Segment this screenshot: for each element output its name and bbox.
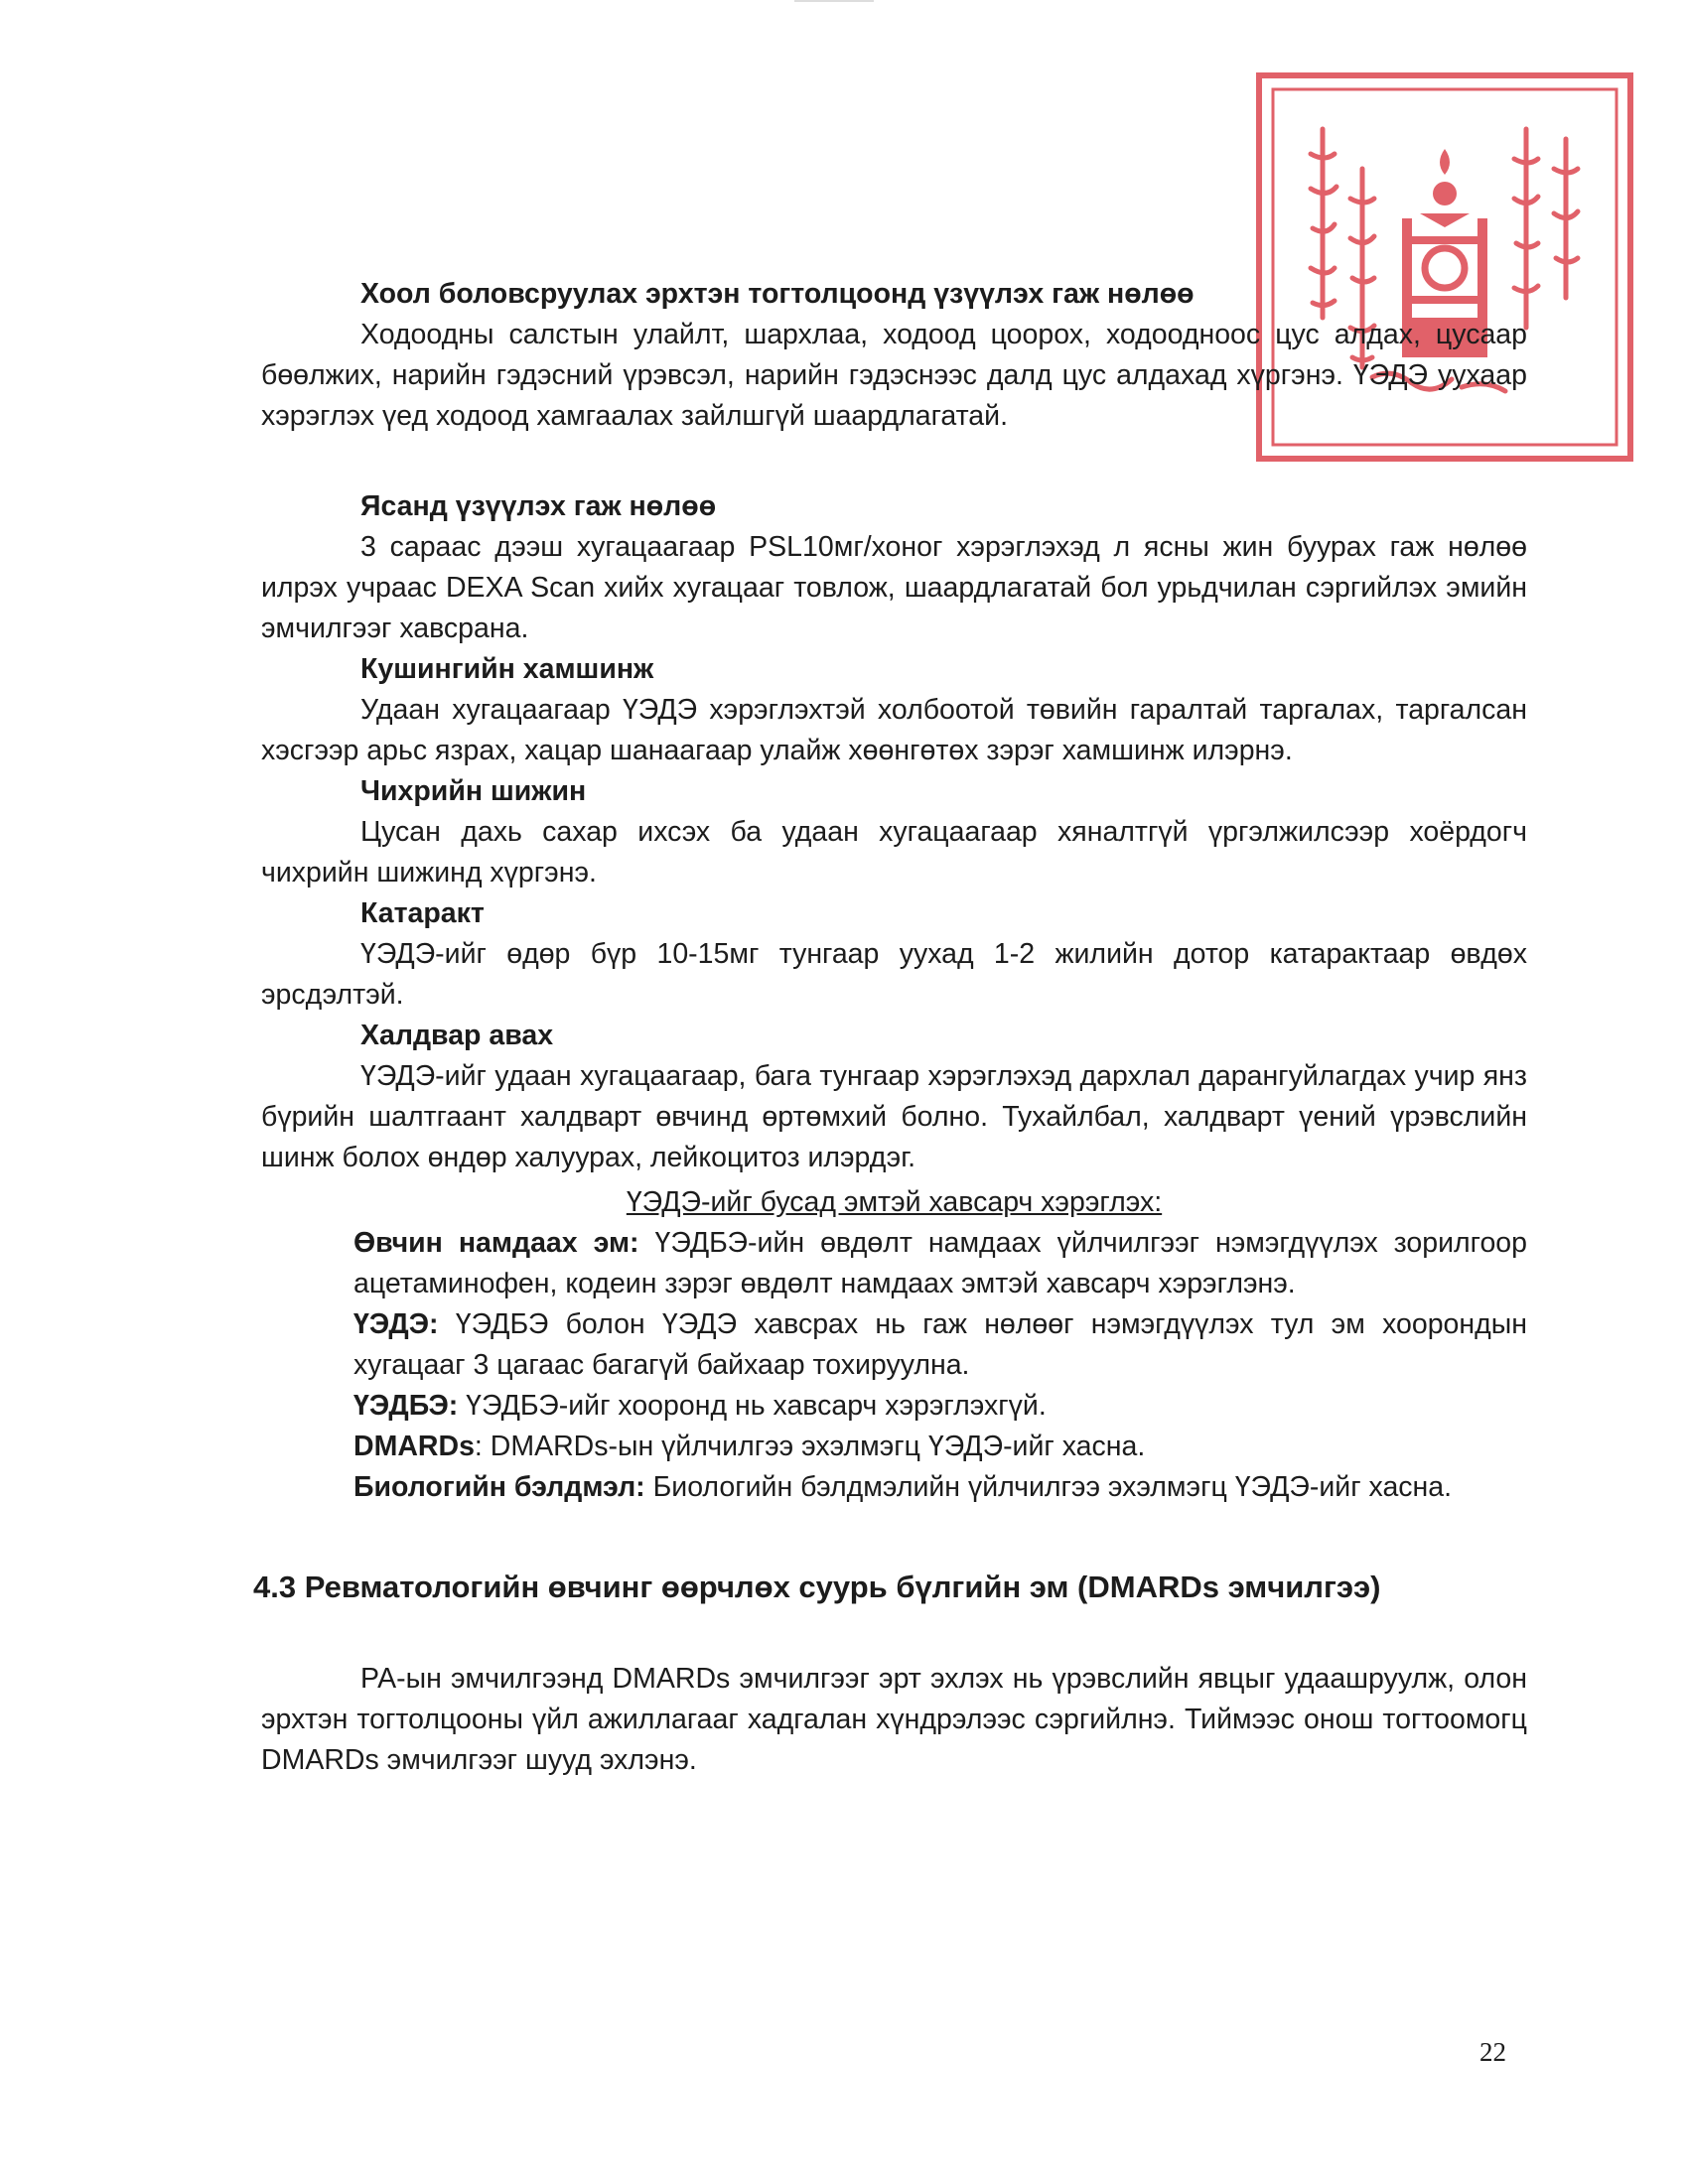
section-title-bone: Ясанд үзүүлэх гаж нөлөө [360, 490, 717, 522]
section-text-bone: 3 сараас дээш хугацаагаар PSL10мг/хоног хэрэглэхэд л ясны жин буурах гаж нөлөө илрэх учраас DEXA Scan хийх хугацааг товлож, шаардлагатай бол урьдчилан сэргийлэх эмийн эмчилгээг хавсрана. [261, 531, 1527, 644]
combination-item-text: ҮЭДБЭ болон ҮЭДЭ хавсрах нь гаж нөлөөг нэмэгдүүлэх тул эм хоорондын хугацааг 3 цагаас багагүй байхаар тохируулна. [353, 1308, 1527, 1381]
section-text-cushing: Удаан хугацаагаар ҮЭДЭ хэрэглэхтэй холбоотой төвийн гаралтай таргалах, таргалсан хэсгээр арьс язрах, хацар шанаагаар улайж хөөнгөтөх зэрэг хамшинж илэрнэ. [261, 694, 1527, 766]
combination-item [353, 1223, 1527, 1304]
section-text-infection: ҮЭДЭ-ийг удаан хугацаагаар, бага тунгаар хэрэглэхэд дархлал дарангуйлагдах учир янз бүрийн шалтгаант халдварт өвчинд өртөмхий болно. Тухайлбал, халдварт үений үрэвслийн шинж болох өндөр халуурах, лейкоцитоз илэрдэг. [261, 1060, 1527, 1173]
combination-item-text: ҮЭДБЭ-ийн өвдөлт намдаах үйлчилгээг нэмэгдүүлэх зорилгоор ацетаминофен, кодеин зэрэг өвдөлт намдаах эмтэй хавсарч хэрэглэнэ. [353, 1227, 1528, 1299]
combination-item-text: : DMARDs-ын үйлчилгээ эхэлмэгц ҮЭДЭ-ийг хасна. [474, 1431, 1146, 1462]
combination-item-label: Биологийн бэлдмэл: [353, 1471, 645, 1503]
section-heading-4-3: 4.3 Ревматологийн өвчинг өөрчлөх суурь бүлгийн эм (DMARDs эмчилгээ) [253, 1570, 1381, 1604]
section-title-infection: Халдвар авах [360, 1020, 554, 1051]
section-title-cataract: Катаракт [360, 897, 485, 929]
section-title-digestive: Хоол боловсруулах эрхтэн тогтолцоонд үзүүлэх гаж нөлөө [360, 278, 1195, 310]
combination-item [353, 1304, 1527, 1386]
combination-item-label: ҮЭДЭ: [353, 1308, 439, 1340]
section-title-diabetes: Чихрийн шижин [360, 775, 587, 807]
section-text-cataract: ҮЭДЭ-ийг өдөр бүр 10-15мг тунгаар уухад 1-2 жилийн дотор катарактаар өвдөх эрсдэлтэй. [261, 938, 1527, 1011]
combination-item-text: ҮЭДБЭ-ийг хооронд нь хавсарч хэрэглэхгүй. [458, 1390, 1047, 1422]
page-number: 22 [1479, 2037, 1506, 2067]
combination-item [353, 1386, 1527, 1427]
section-text-diabetes: Цусан дахь сахар ихсэх ба удаан хугацаагаар хяналтгүй үргэлжилсээр хоёрдогч чихрийн шижинд хүргэнэ. [261, 816, 1527, 888]
section-text-4-3: РА-ын эмчилгээнд DMARDs эмчилгээг эрт эхлэх нь үрэвслийн явцыг удаашруулж, олон эрхтэн тогтолцооны үйл ажиллагааг хадгалан хүндрэлээс сэргийлнэ. Тиймээс онош тогтоомогц DMARDs эмчилгээг шууд эхлэнэ. [261, 1663, 1527, 1776]
combination-title: ҮЭДЭ-ийг бусад эмтэй хавсарч хэрэглэх: [626, 1186, 1163, 1218]
scan-artifact [794, 0, 874, 8]
main-content [253, 274, 1528, 1781]
combination-list [261, 1223, 1527, 1508]
combination-item [353, 1427, 1527, 1467]
combination-item-label: Өвчин намдаах эм: [353, 1227, 639, 1259]
section-text-digestive: Ходоодны салстын улайлт, шархлаа, ходоод цоорох, ходоодноос цус алдах, цусаар бөөлжих, нарийн гэдэсний үрэвсэл, нарийн гэдэснээс далд цус алдахад хүргэнэ. ҮЭДЭ уухаар хэрэглэх үед ходоод хамгаалах зайлшгүй шаардлагатай. [261, 319, 1527, 432]
combination-item-label: DMARDs [353, 1431, 475, 1462]
section-title-cushing: Кушингийн хамшинж [360, 653, 654, 685]
combination-item [353, 1467, 1527, 1508]
combination-item-text: Биологийн бэлдмэлийн үйлчилгээ эхэлмэгц ҮЭДЭ-ийг хасна. [644, 1471, 1453, 1503]
combination-item-label: ҮЭДБЭ: [353, 1390, 459, 1422]
